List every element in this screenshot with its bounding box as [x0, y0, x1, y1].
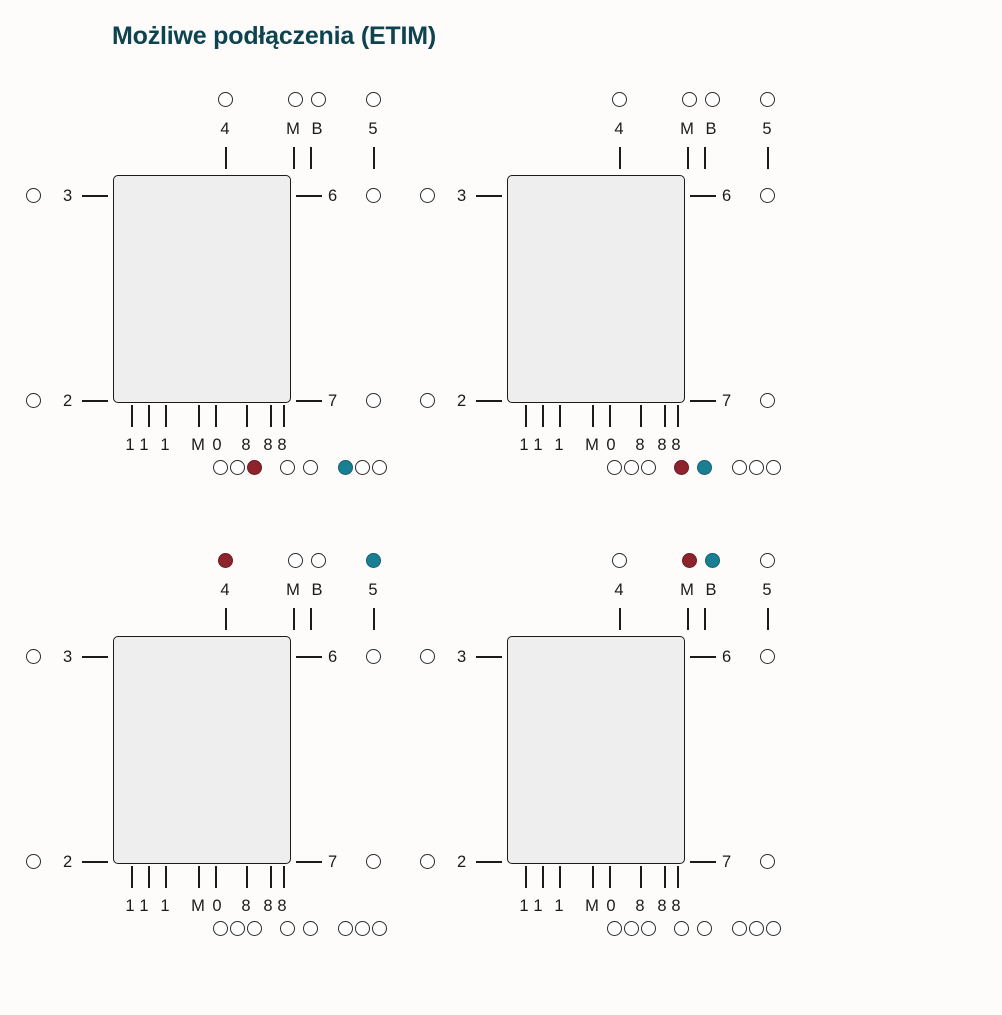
- left-lead-line-3: [82, 656, 108, 658]
- top-lead-line-1: [225, 147, 227, 169]
- bottom-label-8b: 8: [657, 436, 667, 454]
- top-lead-line-3: [310, 147, 312, 169]
- left-outer-circle-3[interactable]: [420, 649, 435, 664]
- right-outer-circle-6[interactable]: [760, 649, 775, 664]
- top-label-M: M: [286, 120, 300, 138]
- page-title: Możliwe podłączenia (ETIM): [112, 22, 436, 50]
- top-lead-line-3: [704, 147, 706, 169]
- top-lead-line-4: [767, 147, 769, 169]
- right-outer-circle-7[interactable]: [366, 854, 381, 869]
- bottom-terminal-circle-6[interactable]: [732, 921, 747, 936]
- bottom-label-1b: 1: [139, 897, 149, 915]
- bottom-terminal-circle-2[interactable]: [230, 921, 245, 936]
- left-outer-circle-3[interactable]: [420, 188, 435, 203]
- top-lead-line-2: [293, 147, 295, 169]
- top-lead-line-2: [687, 608, 689, 630]
- bottom-lead-line-4: [198, 866, 200, 888]
- top-label-M: M: [680, 581, 694, 599]
- bottom-lead-line-2: [148, 866, 150, 888]
- top-label-B: B: [311, 120, 323, 138]
- bottom-lead-line-6: [640, 405, 642, 427]
- right-lead-line-7: [296, 400, 322, 402]
- right-label-6: 6: [722, 648, 732, 666]
- bottom-lead-line-3: [559, 866, 561, 888]
- bottom-label-1a: 1: [519, 436, 529, 454]
- right-label-6: 6: [328, 648, 338, 666]
- left-outer-circle-3[interactable]: [26, 188, 41, 203]
- left-label-3: 3: [63, 187, 73, 205]
- bottom-lead-line-7: [270, 866, 272, 888]
- top-lead-line-3: [704, 608, 706, 630]
- bottom-lead-line-2: [542, 405, 544, 427]
- bottom-terminal-circle-3[interactable]: [641, 460, 656, 475]
- left-label-2: 2: [457, 392, 467, 410]
- bottom-label-1b: 1: [533, 436, 543, 454]
- left-outer-circle-2[interactable]: [26, 393, 41, 408]
- right-lead-line-7: [296, 861, 322, 863]
- right-lead-line-6: [690, 195, 716, 197]
- left-lead-line-2: [476, 400, 502, 402]
- top-terminal-circle-1[interactable]: [218, 553, 233, 568]
- left-outer-circle-2[interactable]: [420, 393, 435, 408]
- bottom-label-1c: 1: [554, 436, 564, 454]
- bottom-lead-line-2: [542, 866, 544, 888]
- left-outer-circle-2[interactable]: [26, 854, 41, 869]
- top-terminal-circle-1[interactable]: [612, 553, 627, 568]
- top-label-4: 4: [614, 581, 624, 599]
- right-outer-circle-6[interactable]: [760, 188, 775, 203]
- top-terminal-circle-2[interactable]: [288, 553, 303, 568]
- top-label-5: 5: [762, 581, 772, 599]
- top-lead-line-1: [225, 608, 227, 630]
- bottom-terminal-circle-1[interactable]: [213, 921, 228, 936]
- right-label-6: 6: [722, 187, 732, 205]
- bottom-terminal-circle-1[interactable]: [213, 460, 228, 475]
- top-label-B: B: [311, 581, 323, 599]
- bottom-lead-line-3: [559, 405, 561, 427]
- bottom-label-M: M: [585, 897, 599, 915]
- bottom-lead-line-3: [165, 866, 167, 888]
- bottom-terminal-circle-8[interactable]: [766, 460, 781, 475]
- top-label-5: 5: [762, 120, 772, 138]
- device-body: [507, 175, 685, 403]
- right-lead-line-6: [296, 656, 322, 658]
- bottom-terminal-circle-3[interactable]: [641, 921, 656, 936]
- bottom-lead-line-3: [165, 405, 167, 427]
- right-label-6: 6: [328, 187, 338, 205]
- bottom-label-8a: 8: [241, 436, 251, 454]
- bottom-label-M: M: [585, 436, 599, 454]
- bottom-label-8c: 8: [277, 436, 287, 454]
- top-label-B: B: [705, 581, 717, 599]
- bottom-terminal-circle-2[interactable]: [624, 460, 639, 475]
- bottom-terminal-circle-6[interactable]: [338, 921, 353, 936]
- bottom-label-0: 0: [606, 436, 616, 454]
- right-outer-circle-7[interactable]: [760, 854, 775, 869]
- left-label-3: 3: [457, 187, 467, 205]
- device-body: [507, 636, 685, 864]
- bottom-label-8a: 8: [635, 897, 645, 915]
- bottom-label-1a: 1: [519, 897, 529, 915]
- bottom-label-8a: 8: [241, 897, 251, 915]
- bottom-lead-line-6: [246, 866, 248, 888]
- bottom-lead-line-8: [677, 866, 679, 888]
- bottom-terminal-circle-1[interactable]: [607, 921, 622, 936]
- bottom-label-1c: 1: [160, 436, 170, 454]
- top-terminal-circle-1[interactable]: [218, 92, 233, 107]
- top-lead-line-4: [767, 608, 769, 630]
- bottom-lead-line-7: [664, 866, 666, 888]
- top-label-4: 4: [220, 581, 230, 599]
- top-terminal-circle-4[interactable]: [760, 92, 775, 107]
- right-outer-circle-7[interactable]: [760, 393, 775, 408]
- bottom-lead-line-5: [609, 405, 611, 427]
- bottom-lead-line-4: [592, 405, 594, 427]
- bottom-lead-line-6: [640, 866, 642, 888]
- top-terminal-circle-3[interactable]: [311, 553, 326, 568]
- top-label-5: 5: [368, 581, 378, 599]
- device-body: [113, 175, 291, 403]
- top-lead-line-4: [373, 147, 375, 169]
- bottom-lead-line-7: [270, 405, 272, 427]
- right-label-7: 7: [328, 392, 338, 410]
- bottom-lead-line-6: [246, 405, 248, 427]
- bottom-terminal-circle-2[interactable]: [230, 460, 245, 475]
- top-terminal-circle-4[interactable]: [760, 553, 775, 568]
- bottom-terminal-circle-4[interactable]: [280, 460, 295, 475]
- bottom-lead-line-1: [131, 405, 133, 427]
- bottom-label-1a: 1: [125, 436, 135, 454]
- bottom-terminal-circle-1[interactable]: [607, 460, 622, 475]
- left-label-3: 3: [457, 648, 467, 666]
- top-label-4: 4: [614, 120, 624, 138]
- left-lead-line-2: [82, 861, 108, 863]
- left-label-2: 2: [457, 853, 467, 871]
- right-label-7: 7: [722, 392, 732, 410]
- top-terminal-circle-4[interactable]: [366, 92, 381, 107]
- bottom-label-M: M: [191, 436, 205, 454]
- top-label-5: 5: [368, 120, 378, 138]
- bottom-lead-line-4: [592, 866, 594, 888]
- bottom-label-8b: 8: [657, 897, 667, 915]
- top-lead-line-1: [619, 147, 621, 169]
- left-label-2: 2: [63, 853, 73, 871]
- left-lead-line-3: [476, 195, 502, 197]
- right-lead-line-7: [690, 400, 716, 402]
- left-lead-line-2: [476, 861, 502, 863]
- top-terminal-circle-1[interactable]: [612, 92, 627, 107]
- bottom-lead-line-1: [131, 866, 133, 888]
- top-label-M: M: [680, 120, 694, 138]
- right-label-7: 7: [722, 853, 732, 871]
- connection-diagram-2: [412, 85, 812, 515]
- bottom-terminal-circle-6[interactable]: [732, 460, 747, 475]
- top-terminal-circle-2[interactable]: [682, 92, 697, 107]
- left-lead-line-3: [82, 195, 108, 197]
- bottom-terminal-circle-5[interactable]: [697, 460, 712, 475]
- bottom-lead-line-7: [664, 405, 666, 427]
- connection-diagram-4: [412, 546, 812, 976]
- bottom-terminal-circle-8[interactable]: [766, 921, 781, 936]
- bottom-label-0: 0: [212, 897, 222, 915]
- right-outer-circle-6[interactable]: [366, 188, 381, 203]
- connection-diagram-1: [18, 85, 418, 515]
- bottom-lead-line-5: [215, 405, 217, 427]
- bottom-terminal-circle-4[interactable]: [280, 921, 295, 936]
- left-label-2: 2: [63, 392, 73, 410]
- top-terminal-circle-3[interactable]: [311, 92, 326, 107]
- bottom-lead-line-4: [198, 405, 200, 427]
- bottom-label-1b: 1: [533, 897, 543, 915]
- device-body: [113, 636, 291, 864]
- top-label-4: 4: [220, 120, 230, 138]
- bottom-terminal-circle-7[interactable]: [355, 921, 370, 936]
- left-label-3: 3: [63, 648, 73, 666]
- left-outer-circle-3[interactable]: [26, 649, 41, 664]
- left-lead-line-3: [476, 656, 502, 658]
- bottom-terminal-circle-3[interactable]: [247, 921, 262, 936]
- top-terminal-circle-2[interactable]: [682, 553, 697, 568]
- bottom-label-8c: 8: [671, 436, 681, 454]
- bottom-label-8a: 8: [635, 436, 645, 454]
- bottom-lead-line-2: [148, 405, 150, 427]
- top-terminal-circle-3[interactable]: [705, 553, 720, 568]
- bottom-terminal-circle-2[interactable]: [624, 921, 639, 936]
- bottom-label-1b: 1: [139, 436, 149, 454]
- bottom-lead-line-5: [215, 866, 217, 888]
- bottom-label-8b: 8: [263, 436, 273, 454]
- top-label-M: M: [286, 581, 300, 599]
- bottom-terminal-circle-7[interactable]: [749, 460, 764, 475]
- right-label-7: 7: [328, 853, 338, 871]
- bottom-lead-line-5: [609, 866, 611, 888]
- right-lead-line-7: [690, 861, 716, 863]
- top-lead-line-3: [310, 608, 312, 630]
- bottom-terminal-circle-7[interactable]: [749, 921, 764, 936]
- bottom-label-1a: 1: [125, 897, 135, 915]
- bottom-terminal-circle-6[interactable]: [338, 460, 353, 475]
- bottom-terminal-circle-8[interactable]: [372, 921, 387, 936]
- bottom-lead-line-1: [525, 866, 527, 888]
- right-outer-circle-6[interactable]: [366, 649, 381, 664]
- top-terminal-circle-2[interactable]: [288, 92, 303, 107]
- bottom-label-0: 0: [606, 897, 616, 915]
- bottom-label-0: 0: [212, 436, 222, 454]
- right-outer-circle-7[interactable]: [366, 393, 381, 408]
- bottom-label-1c: 1: [554, 897, 564, 915]
- bottom-label-8b: 8: [263, 897, 273, 915]
- top-terminal-circle-3[interactable]: [705, 92, 720, 107]
- top-label-B: B: [705, 120, 717, 138]
- bottom-label-8c: 8: [277, 897, 287, 915]
- left-outer-circle-2[interactable]: [420, 854, 435, 869]
- bottom-terminal-circle-5[interactable]: [303, 921, 318, 936]
- bottom-lead-line-8: [283, 405, 285, 427]
- bottom-terminal-circle-7[interactable]: [355, 460, 370, 475]
- top-terminal-circle-4[interactable]: [366, 553, 381, 568]
- connection-diagram-3: [18, 546, 418, 976]
- left-lead-line-2: [82, 400, 108, 402]
- bottom-label-1c: 1: [160, 897, 170, 915]
- bottom-terminal-circle-3[interactable]: [247, 460, 262, 475]
- bottom-label-8c: 8: [671, 897, 681, 915]
- bottom-terminal-circle-4[interactable]: [674, 460, 689, 475]
- bottom-lead-line-8: [677, 405, 679, 427]
- top-lead-line-2: [293, 608, 295, 630]
- bottom-terminal-circle-4[interactable]: [674, 921, 689, 936]
- bottom-terminal-circle-5[interactable]: [303, 460, 318, 475]
- bottom-terminal-circle-8[interactable]: [372, 460, 387, 475]
- top-lead-line-2: [687, 147, 689, 169]
- top-lead-line-4: [373, 608, 375, 630]
- top-lead-line-1: [619, 608, 621, 630]
- right-lead-line-6: [296, 195, 322, 197]
- bottom-terminal-circle-5[interactable]: [697, 921, 712, 936]
- bottom-label-M: M: [191, 897, 205, 915]
- right-lead-line-6: [690, 656, 716, 658]
- bottom-lead-line-8: [283, 866, 285, 888]
- bottom-lead-line-1: [525, 405, 527, 427]
